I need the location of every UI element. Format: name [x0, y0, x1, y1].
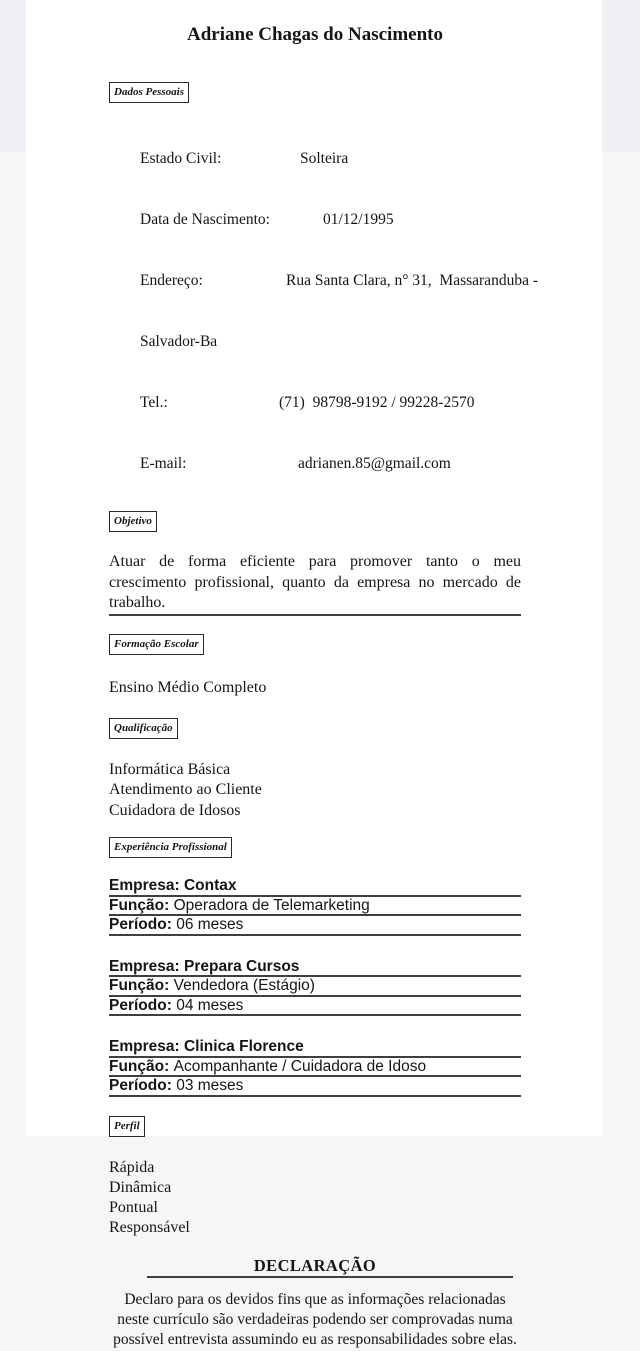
section-experience — [109, 837, 521, 858]
profile-item: Pontual — [109, 1199, 158, 1217]
resume-page — [26, 0, 602, 1349]
experience-role-row — [109, 1058, 521, 1078]
field-value: Solteira — [300, 150, 349, 168]
experience-company-row — [109, 1038, 521, 1058]
section-heading-dados-pessoais: Dados Pessoais — [109, 82, 189, 103]
field-label: Endereço: — [140, 272, 203, 290]
field-label: Empresa: — [109, 957, 180, 975]
personal-line-email — [109, 433, 521, 494]
experience-entry — [109, 877, 521, 936]
qualification-list — [109, 760, 521, 821]
field-label: Estado Civil: — [140, 150, 222, 168]
experience-period-row — [109, 1077, 521, 1097]
qualification-item: Informática Básica — [109, 761, 231, 779]
field-value: Rua Santa Clara, n° 31, Massaranduba - — [286, 272, 538, 290]
declaration-paragraph: Declaro para os devidos fins que as informações relacionadas neste currículo são verdadeiras podendo ser comprovadas numa possível entrevista assumindo eu as responsabilidades sobre elas. — [113, 1290, 517, 1349]
personal-line-nascimento — [109, 190, 521, 251]
experience-role-row — [109, 977, 521, 997]
education-line: Ensino Médio Completo — [109, 678, 267, 696]
field-value: 03 meses — [176, 1077, 244, 1095]
section-heading-perfil: Perfil — [109, 1116, 145, 1137]
field-value: (71) 98798-9192 / 99228-2570 — [279, 393, 475, 411]
personal-line-endereco — [109, 251, 538, 312]
declaration-heading-text: DECLARAÇÃO — [253, 1255, 377, 1275]
section-qualification — [109, 718, 521, 739]
field-label: E-mail: — [140, 454, 187, 472]
section-heading-objetivo: Objetivo — [109, 511, 157, 532]
personal-line-endereco-cont — [109, 312, 521, 373]
section-heading-experiencia-profissional: Experiência Profissional — [109, 837, 232, 858]
field-label: Período: — [109, 916, 172, 934]
personal-info-list — [109, 129, 538, 494]
field-value: 01/12/1995 — [323, 211, 394, 229]
field-value: 06 meses — [176, 916, 244, 934]
profile-item: Responsável — [109, 1219, 190, 1237]
field-value: Acompanhante / Cuidadora de Idoso — [173, 1057, 427, 1075]
experience-period-row — [109, 916, 521, 936]
profile-list — [109, 1158, 521, 1239]
experience-role-row — [109, 897, 521, 917]
resume-content — [26, 23, 602, 1349]
personal-line-telefone — [109, 373, 521, 434]
field-value: 04 meses — [176, 996, 244, 1014]
field-label: Função: — [109, 896, 170, 914]
objective-paragraph: Atuar de forma eficiente para promover tanto o meu crescimento profissional, quanto da empresa no mercado de trabalho. — [109, 552, 521, 616]
section-heading-qualificacao: Qualificação — [109, 718, 178, 739]
field-value: Vendedora (Estágio) — [173, 977, 315, 995]
field-value: Prepara Cursos — [183, 957, 300, 975]
field-label: Período: — [109, 1077, 172, 1095]
experience-entry — [109, 958, 521, 1017]
experience-period-row — [109, 997, 521, 1017]
section-personal-data — [109, 82, 521, 103]
experience-company-row — [109, 958, 521, 978]
personal-line-estado-civil — [109, 129, 521, 190]
profile-item: Dinâmica — [109, 1178, 172, 1196]
section-objective — [109, 511, 521, 532]
field-label: Empresa: — [109, 877, 180, 895]
qualification-item: Atendimento ao Cliente — [109, 781, 262, 799]
section-education — [109, 634, 521, 655]
field-value: Operadora de Telemarketing — [173, 896, 370, 914]
qualification-item: Cuidadora de Idosos — [109, 801, 241, 819]
field-value: adrianen.85@gmail.com — [298, 454, 451, 472]
field-value: Clinica Florence — [183, 1038, 304, 1056]
field-label: Período: — [109, 996, 172, 1014]
declaration-heading — [147, 1256, 513, 1278]
experience-company-row — [109, 877, 521, 897]
field-label: Tel.: — [140, 393, 168, 411]
field-label: Empresa: — [109, 1038, 180, 1056]
resume-title: Adriane Chagas do Nascimento — [187, 24, 443, 45]
field-label: Função: — [109, 977, 170, 995]
field-label: Data de Nascimento: — [140, 211, 270, 229]
field-label: Função: — [109, 1057, 170, 1075]
profile-item: Rápida — [109, 1158, 155, 1176]
section-profile — [109, 1116, 521, 1137]
field-value: Salvador-Ba — [140, 332, 218, 350]
field-value: Contax — [183, 877, 237, 895]
section-heading-formacao-escolar: Formação Escolar — [109, 634, 204, 655]
experience-entry — [109, 1038, 521, 1097]
